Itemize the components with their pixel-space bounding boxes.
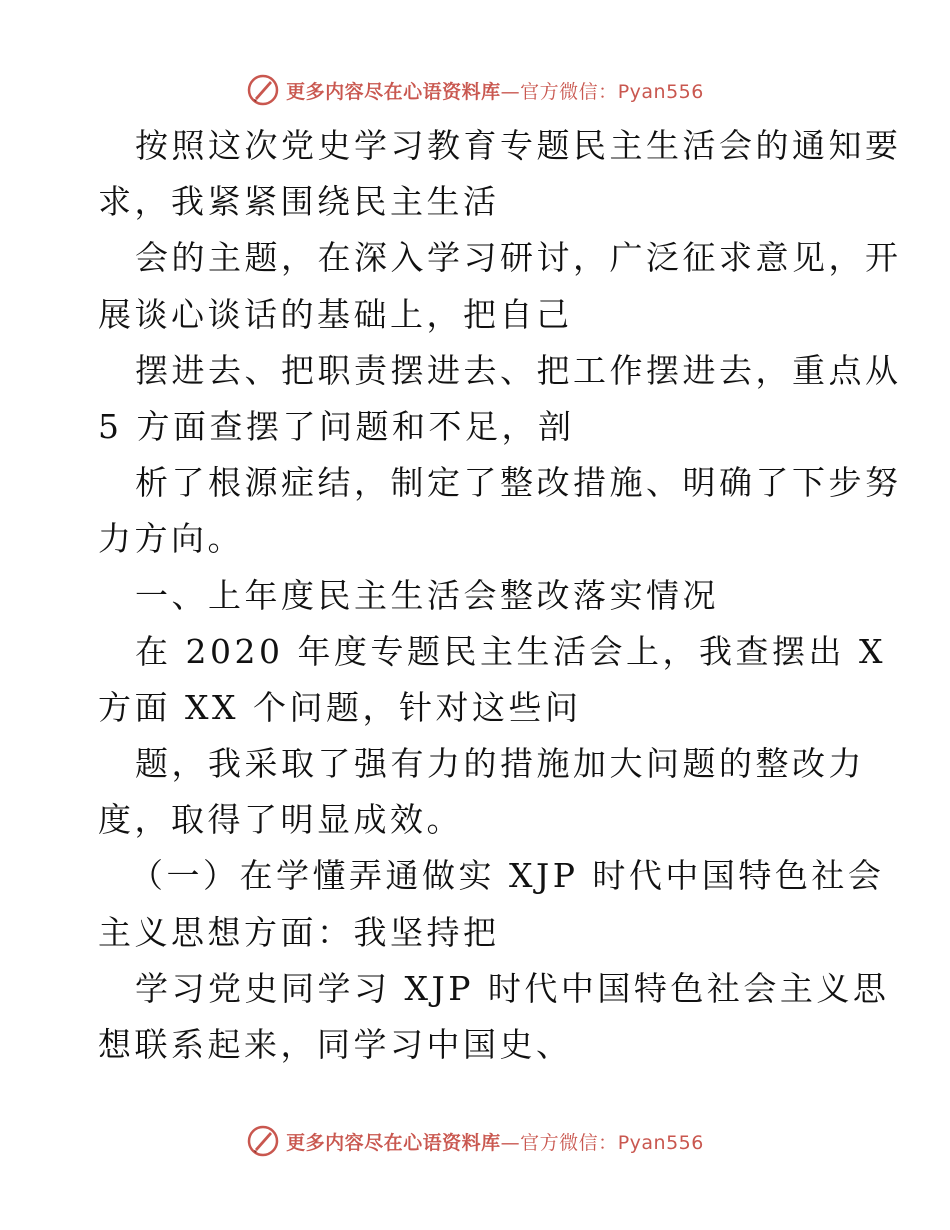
text-line: 按照这次党史学习教育专题民主生活会的通知要: [135, 126, 902, 165]
document-body: [98, 118, 902, 1073]
watermark-text: [286, 1128, 704, 1155]
text-line: 想联系起来，同学习中国史、: [98, 1025, 573, 1064]
watermark-separator: —: [500, 1131, 521, 1154]
text-line: 展谈心谈话的基础上，把自己: [98, 294, 573, 334]
header-watermark: [0, 70, 950, 110]
watermark-contact-id: Pyan556: [617, 80, 704, 103]
watermark-text: [286, 77, 704, 104]
watermark-brand: 更多内容尽在心语资料库: [286, 1131, 501, 1154]
text-line: 题，我采取了强有力的措施加大问题的整改力: [135, 744, 865, 784]
text-line: 5 方面查摆了问题和不足，剖: [98, 406, 575, 446]
watermark-brand: 更多内容尽在心语资料库: [286, 80, 501, 103]
watermark-contact-label: 官方微信：: [520, 1131, 618, 1154]
text-line: 析了根源症结，制定了整改措施、明确了下步努: [135, 463, 902, 503]
text-line: 摆进去、把职责摆进去、把工作摆进去，重点从: [135, 350, 902, 390]
text-line: 求，我紧紧围绕民主生活: [98, 182, 500, 222]
quill-logo-icon: [246, 73, 280, 107]
text-line: 方面 XX 个问题，针对这些问: [98, 687, 582, 727]
footer-watermark: [0, 1121, 950, 1161]
watermark-contact-id: Pyan556: [617, 1131, 704, 1154]
text-line: 力方向。: [98, 519, 244, 559]
text-line: 在 2020 年度专题民主生活会上，我查摆出 X: [135, 631, 886, 671]
text-line: 主义思想方面：我坚持把: [98, 912, 500, 952]
watermark-contact-label: 官方微信：: [520, 80, 618, 103]
text-line: 度，取得了明显成效。: [98, 800, 463, 840]
text-line: 会的主题，在深入学习研讨，广泛征求意见，开: [135, 238, 902, 278]
quill-logo-icon: [246, 1124, 280, 1158]
section-heading: 一、上年度民主生活会整改落实情况: [135, 575, 719, 615]
subsection-heading: （一）在学懂弄通做实 XJP 时代中国特色社会: [130, 856, 885, 896]
watermark-separator: —: [500, 80, 521, 103]
text-line: 学习党史同学习 XJP 时代中国特色社会主义思: [135, 968, 890, 1008]
